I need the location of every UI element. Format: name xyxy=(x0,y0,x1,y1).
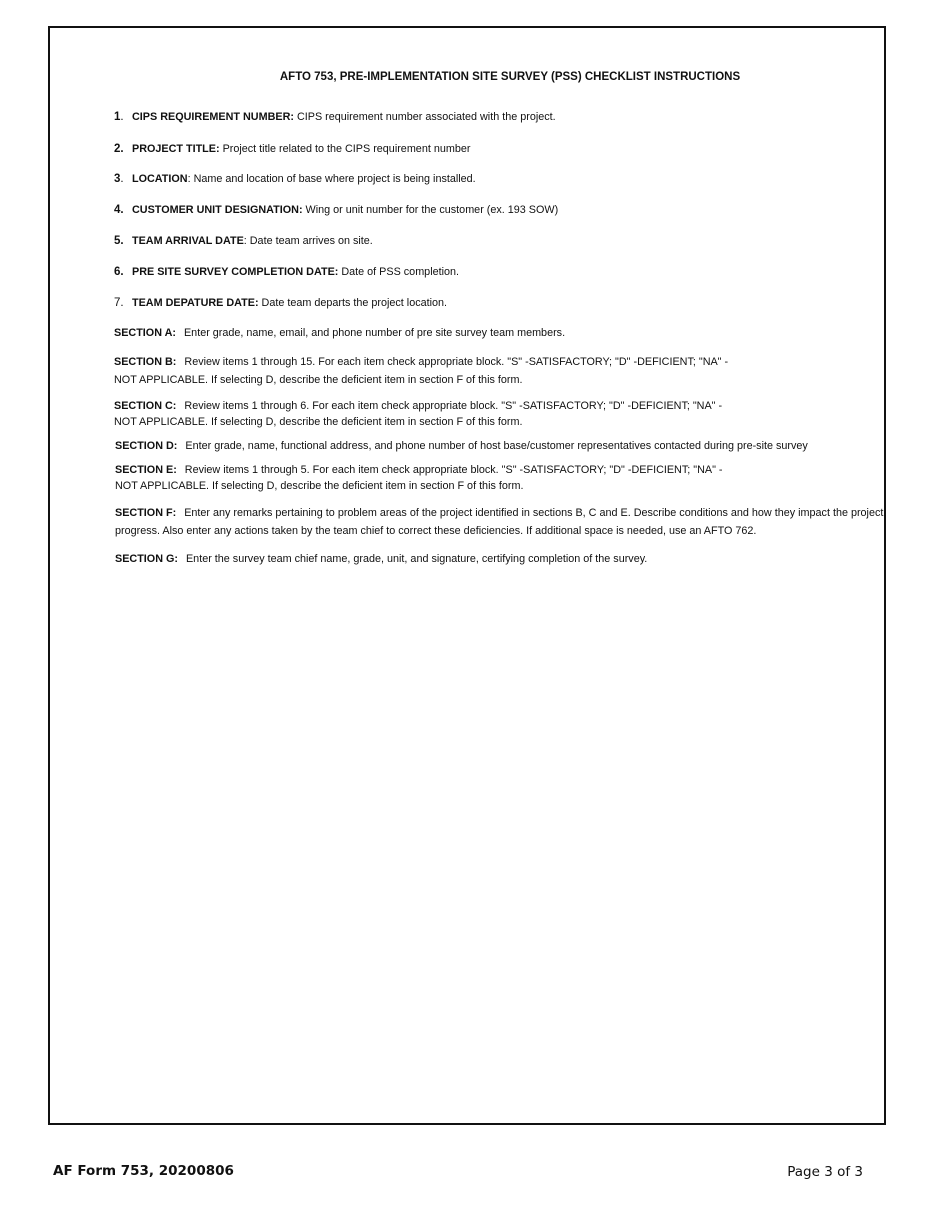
section-label: SECTION D: xyxy=(115,440,178,452)
section-text: Enter any remarks pertaining to problem areas of the project identified in sections B, C and E. Describe conditions and how they impact the project xyxy=(184,507,884,519)
item-number: 6. xyxy=(114,266,124,278)
item-number: 7. xyxy=(114,297,124,309)
page-number: Page 3 of 3 xyxy=(787,1164,863,1180)
item-label: PROJECT TITLE: xyxy=(132,143,220,155)
item-label: CUSTOMER UNIT DESIGNATION: xyxy=(132,204,303,216)
item-text: : Date team arrives on site. xyxy=(243,235,373,247)
item-text: CIPS requirement number associated with the project. xyxy=(293,111,556,123)
item-number: 4. xyxy=(114,204,124,216)
section-label: SECTION G: xyxy=(115,553,178,565)
section-text: Enter the survey team chief name, grade, unit, and signature, certifying completion of the survey. xyxy=(185,553,648,565)
item-text: Date of PSS completion. xyxy=(338,266,460,278)
section-text-continued: progress. Also enter any actions taken by the team chief to correct these deficiencies. If additional space is needed, use an AFTO 762. xyxy=(115,525,757,537)
section-label: SECTION A: xyxy=(114,327,176,339)
form-frame xyxy=(48,26,886,1125)
section-text: Review items 1 through 6. For each item check appropriate block. "S" -SATISFACTORY; "D" -DEFICIENT; "NA" - xyxy=(184,400,723,412)
item-3 xyxy=(114,171,476,187)
item-7 xyxy=(114,295,447,311)
section-c xyxy=(114,398,722,430)
section-e xyxy=(115,462,723,494)
section-b xyxy=(114,354,728,388)
section-label: SECTION C: xyxy=(114,400,177,412)
section-text: Review items 1 through 15. For each item check appropriate block. "S" -SATISFACTORY; "D" -DEFICIENT; "NA" - xyxy=(184,356,729,368)
page-title: AFTO 753, PRE-IMPLEMENTATION SITE SURVEY (PSS) CHECKLIST INSTRUCTIONS xyxy=(279,71,741,83)
section-a xyxy=(114,325,565,341)
item-4 xyxy=(114,202,558,218)
item-number: 2. xyxy=(114,143,124,155)
section-label: SECTION F: xyxy=(115,507,177,519)
item-number: 3. xyxy=(114,173,124,185)
item-label: TEAM ARRIVAL DATE xyxy=(132,235,244,247)
item-text: Project title related to the CIPS requirement number xyxy=(219,143,471,155)
item-number: 5. xyxy=(114,235,124,247)
item-label: PRE SITE SURVEY COMPLETION DATE: xyxy=(132,266,339,278)
item-label: TEAM DEPATURE DATE: xyxy=(132,297,259,309)
item-text: : Name and location of base where project is being installed. xyxy=(187,173,476,185)
section-d xyxy=(115,438,808,454)
section-text: Enter grade, name, email, and phone number of pre site survey team members. xyxy=(183,327,566,339)
item-label: CIPS REQUIREMENT NUMBER: xyxy=(132,111,294,123)
item-number: 1. xyxy=(114,111,124,123)
section-text-continued: NOT APPLICABLE. If selecting D, describe the deficient item in section F of this form. xyxy=(115,480,524,492)
section-text-continued: NOT APPLICABLE. If selecting D, describe the deficient item in section F of this form. xyxy=(114,416,523,428)
item-6 xyxy=(114,264,459,280)
item-2 xyxy=(114,141,470,157)
item-text: Date team departs the project location. xyxy=(258,297,448,309)
item-text: Wing or unit number for the customer (ex. 193 SOW) xyxy=(302,204,559,216)
form-identifier: AF Form 753, 20200806 xyxy=(53,1163,234,1179)
section-text: Enter grade, name, functional address, and phone number of host base/customer representatives contacted during pre-site survey xyxy=(185,440,808,452)
section-text: Review items 1 through 5. For each item check appropriate block. "S" -SATISFACTORY; "D" -DEFICIENT; "NA" - xyxy=(184,464,723,476)
section-label: SECTION E: xyxy=(115,464,177,476)
item-label: LOCATION xyxy=(132,173,188,185)
section-text-continued: NOT APPLICABLE. If selecting D, describe the deficient item in section F of this form. xyxy=(114,374,523,386)
section-label: SECTION B: xyxy=(114,356,177,368)
section-f xyxy=(115,505,883,539)
item-5 xyxy=(114,233,373,249)
item-1 xyxy=(114,109,556,125)
section-g xyxy=(115,551,647,567)
